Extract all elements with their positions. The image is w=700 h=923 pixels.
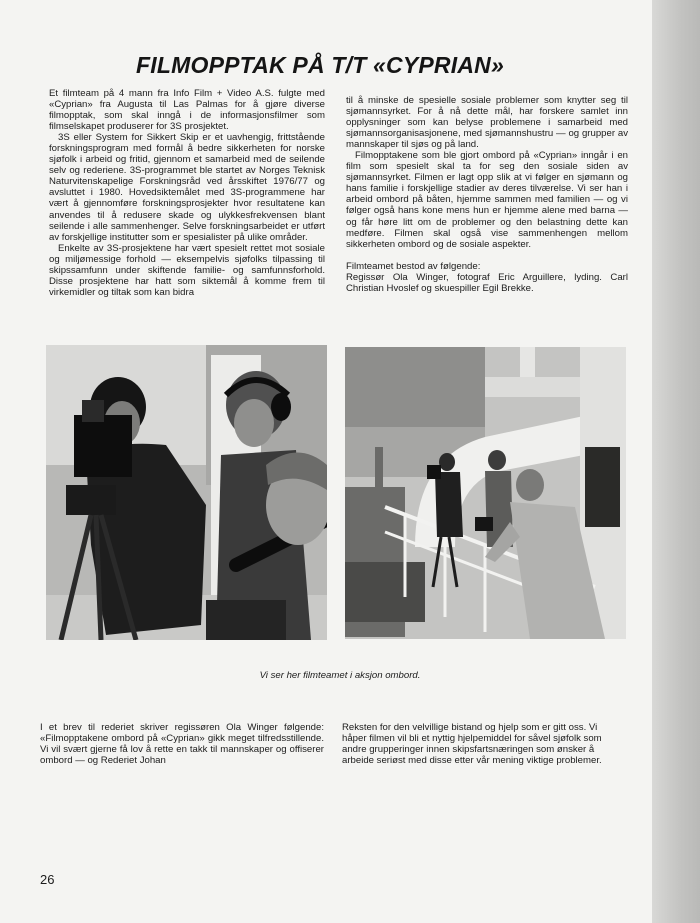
paragraph: til å minske de spesielle sosiale problemer som knytter seg til sjømannsyrket. For å nå dette mål, har forskere samlet inn opplysninger som kan belyse problemene i samarbeid med sjømannsorganisasjonene, med sjømannshustru — og grupper av mannskaper til sjøs og på land. bbox=[346, 95, 628, 151]
film-crew-closeup-photo bbox=[46, 345, 327, 640]
film-crew-deck-photo bbox=[345, 347, 626, 639]
body-column-2 bbox=[346, 95, 628, 294]
paragraph: Et filmteam på 4 mann fra Info Film + Video A.S. fulgte med «Cyprian» fra Augusta til Las Palmas for å gjøre diverse filmopptak, som skal inngå i de informasjonsfilmer som filmselskapet produserer for 3S prosjektet. bbox=[49, 88, 325, 133]
paragraph: Enkelte av 3S-prosjektene har vært spesielt rettet mot sosiale og miljømessige forhold — eksempelvis sjøfolks tilpassing til skipssamfunn under skiftende familie- og samfunnsforhold. Disse prosjektene har hatt som siktemål å komme frem til virkemidler og tiltak som kan bidra bbox=[49, 242, 325, 298]
photo-caption: Vi ser her filmteamet i aksjon ombord. bbox=[259, 670, 421, 681]
paragraph: 3S eller System for Sikkert Skip er et uavhengig, frittstående forskningsprogram med formål å bedre sikkerheten for norske sjøfolk i arbeid og fritid, gjennom et samarbeid med de seilende selv og rederiene. 3S-programmet ble startet av Norges Teknisk Naturvitenskapelige Forskningsråd ved årsskiftet 1976/77 og avsluttet i 1980. Hovedsiktemålet med 3S-programmene har vært å gjennomføre forskningsprosjekter hvor resultatene kan anvendes til å redusere skade og ulykkesfrekvensen blant seilende i alle sammenhenger. Selve forskningsarbeidet er utført av forskjellige institutter som er spesialister på ulike områder. bbox=[49, 132, 325, 243]
body-column-1 bbox=[49, 88, 325, 298]
body-column-3: I et brev til rederiet skriver regissøren Ola Winger følgende: «Filmopptakene ombord på «Cyprian» gikk meget tilfredsstillende. Vi vil svært gjerne få lov å rette en takk til mannskaper og offiserer ombord — og Rederiet Johan bbox=[40, 722, 324, 767]
page-number: 26 bbox=[40, 872, 55, 887]
body-column-4: Reksten for den velvillige bistand og hjelp som er gitt oss. Vi håper filmen vil bli et nyttig hjelpemiddel for såvel sjøfolk som andre grupperinger innen skipsfartsnæringen som ønsker å arbeide seriøst med disse etter vår mening viktige problemer. bbox=[342, 722, 602, 767]
paragraph: Filmopptakene som ble gjort ombord på «Cyprian» inngår i en film som spesielt skal ta for seg den sosiale siden av sjømannsyrket. Filmen er lagt opp slik at vi følger en sjømann og hans familie i forskjellige stadier av deres tilværelse. Vi ser han i arbeid ombord på båten, hjemme sammen med familien — og vi følger også hans kone mens hun er hjemme alene med barna — og får høre litt om de problemer og den belastning dette kan medføre. Filmen skal også vise sammenhengen mellom sikkerheten ombord og de sosiale aspekter. bbox=[346, 150, 628, 250]
film-crew-deck-illustration bbox=[345, 347, 626, 639]
page-edge-shadow bbox=[652, 0, 700, 923]
article-title: FILMOPPTAK PÅ T/T «CYPRIAN» bbox=[136, 52, 504, 78]
credits-list: Regissør Ola Winger, fotograf Eric Arguillere, lyding. Carl Christian Hvoslef og skuespiller Egil Brekke. bbox=[346, 271, 628, 294]
credits-heading: Filmteamet bestod av følgende: bbox=[346, 260, 481, 272]
film-crew-closeup-illustration bbox=[46, 345, 327, 640]
